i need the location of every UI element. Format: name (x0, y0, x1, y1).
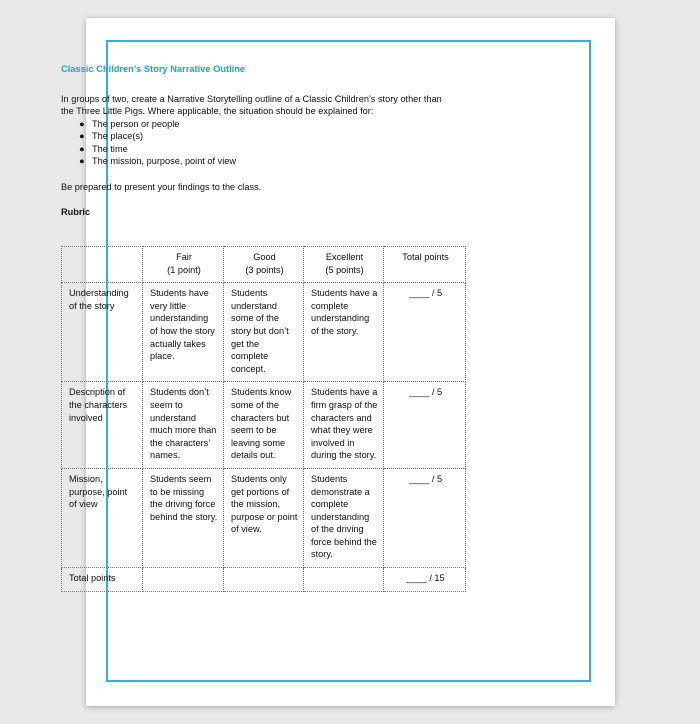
total-score-cell: ____ / 15 (384, 568, 466, 592)
intro-line-1: In groups of two, create a Narrative Storytelling outline of a Classic Children’s story other than (61, 93, 442, 104)
excellent-cell: Students have a firm grasp of the characters and what they were involved in during the story. (304, 382, 384, 469)
score-cell: ____ / 5 (384, 283, 466, 382)
fair-cell: Students have very little understanding of how the story actually takes place. (143, 283, 224, 382)
good-cell: Students only get portions of the mission, purpose or point of view. (224, 468, 304, 567)
intro-paragraph (61, 93, 471, 118)
table-total-row (62, 568, 466, 592)
bullet-icon: ● (79, 143, 85, 154)
category-cell: Mission, purpose, point of view (62, 468, 143, 567)
bullet-list (61, 118, 471, 168)
list-item: ● The time (79, 143, 128, 154)
header-cell-good: Good (3 points) (224, 247, 304, 283)
total-label-cell: Total points (62, 568, 143, 592)
list-item: ● The place(s) (79, 131, 144, 141)
table-row (62, 283, 466, 382)
empty-cell (143, 568, 224, 592)
good-cell: Students know some of the characters but seem to be leaving some details out. (224, 382, 304, 469)
bullet-icon: ● (79, 156, 85, 166)
fair-cell: Students seem to be missing the driving force behind the story. (143, 468, 224, 567)
empty-cell (224, 568, 304, 592)
header-cell-total: Total points (384, 247, 466, 283)
score-cell: ____ / 5 (384, 382, 466, 469)
empty-cell (304, 568, 384, 592)
table-row (62, 468, 466, 567)
bullet-icon: ● (79, 131, 85, 141)
fair-cell: Students don’t seem to understand much more than the characters’ names. (143, 382, 224, 469)
category-cell: Description of the characters involved (62, 382, 143, 469)
rubric-heading: Rubric (61, 207, 91, 217)
table-header-row (62, 247, 466, 283)
present-instruction: Be prepared to present your findings to the class. (61, 181, 262, 192)
document-content (61, 63, 471, 219)
intro-line-2: the Three Little Pigs. Where applicable, the situation should be explained for: (61, 106, 374, 116)
excellent-cell: Students have a complete understanding of the story. (304, 283, 384, 382)
rubric-table (61, 246, 466, 592)
header-cell-excellent: Excellent (5 points) (304, 247, 384, 283)
table-row (62, 382, 466, 469)
excellent-cell: Students demonstrate a complete understanding of the driving force behind the story. (304, 468, 384, 567)
list-item: ● The person or people (79, 118, 180, 129)
bullet-icon: ● (79, 118, 85, 129)
list-item: ● The mission, purpose, point of view (79, 156, 237, 166)
document-title: Classic Children’s Story Narrative Outline (61, 64, 246, 74)
score-cell: ____ / 5 (384, 468, 466, 567)
category-cell: Understanding of the story (62, 283, 143, 382)
header-cell-empty (62, 247, 143, 283)
header-cell-fair: Fair (1 point) (143, 247, 224, 283)
good-cell: Students understand some of the story but don’t get the complete concept. (224, 283, 304, 382)
